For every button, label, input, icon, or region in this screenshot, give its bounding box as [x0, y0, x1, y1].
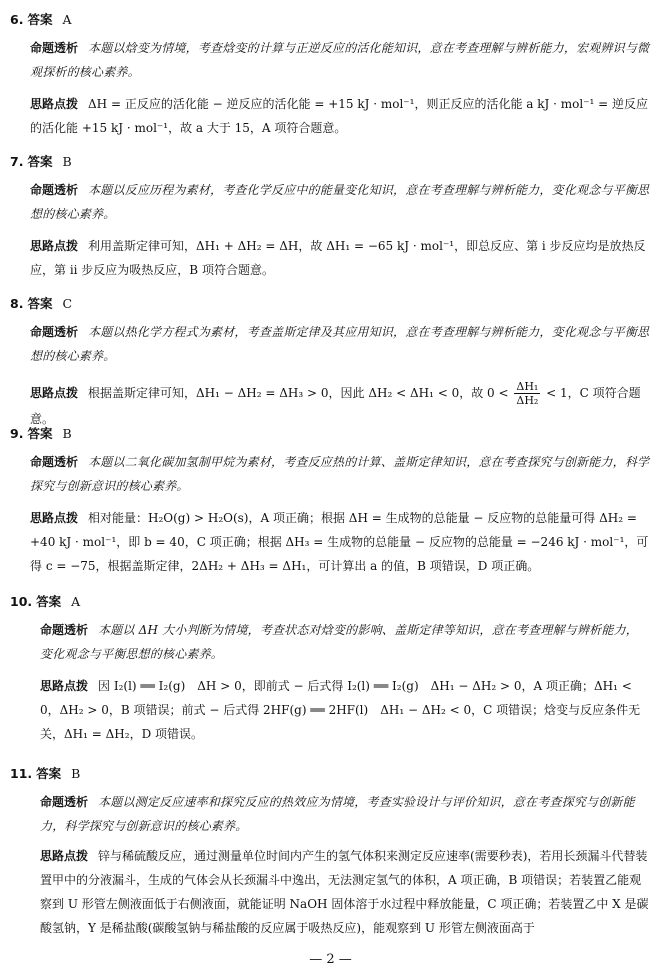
- question-number: 9.: [10, 426, 24, 441]
- answer-letter: B: [62, 154, 72, 169]
- analysis-label: 命题透析: [40, 623, 89, 637]
- answer-label: 答案: [27, 154, 53, 169]
- delta-h-ratio-fraction: [514, 380, 540, 407]
- question-8-hint: [30, 380, 650, 431]
- hint-text: 相对能量：H₂O(g) > H₂O(s)，A 项正确；根据 ΔH = 生成物的总能量 − 反应物的总能量可得 ΔH₂ = +40 kJ · mol⁻¹，即 b = 40，C 项正确；根据 ΔH₃ = 生成物的总能量 − 反应物的总能量 = −246 kJ · mol⁻¹，可得 c = −75，根据盖斯定律，2ΔH₂ + ΔH₃ = ΔH₁，可计算出 a 的值，B 项错误，D 项正确。: [30, 511, 649, 573]
- question-9-header: [10, 424, 72, 442]
- question-number: 8.: [10, 296, 24, 311]
- answer-label: 答案: [27, 296, 53, 311]
- answer-label: 答案: [36, 766, 62, 781]
- question-10-hint: [40, 674, 650, 746]
- question-6-header: [10, 10, 72, 28]
- hint-text-a: 根据盖斯定律可知，ΔH₁ − ΔH₂ = ΔH₃ > 0，因此 ΔH₂ < ΔH₁ < 0，故 0 <: [88, 386, 509, 400]
- question-7-header: [10, 152, 72, 170]
- analysis-text: 本题以二氧化碳加氢制甲烷为素材，考查反应热的计算、盖斯定律知识，意在考查探究与创新能力，科学探究与创新意识的核心素养。: [30, 455, 650, 493]
- analysis-text: 本题以焓变为情境，考查焓变的计算与正逆反应的活化能知识，意在考查理解与辨析能力，宏观辨识与微观探析的核心素养。: [30, 41, 650, 79]
- question-number: 10.: [10, 594, 33, 609]
- hint-text: 因 I₂(l) ══ I₂(g) ΔH > 0，即前式 − 后式得 I₂(l) ══ I₂(g) ΔH₁ − ΔH₂ > 0，A 项正确；ΔH₁ < 0，ΔH₂ > 0，B 项错误；前式 − 后式得 2HF(g) ══ 2HF(l) ΔH₁ − ΔH₂ < 0，C 项错误；焓变与反应条件无关，ΔH₁ = ΔH₂，D 项错误。: [40, 679, 641, 741]
- answer-letter: C: [62, 296, 73, 311]
- hint-label: 思路点拨: [30, 239, 79, 253]
- analysis-label: 命题透析: [40, 795, 89, 809]
- analysis-text: 本题以反应历程为素材，考查化学反应中的能量变化知识，意在考查理解与辨析能力，变化观念与平衡思想的核心素养。: [30, 183, 650, 221]
- question-number: 6.: [10, 12, 24, 27]
- analysis-label: 命题透析: [30, 183, 79, 197]
- answer-label: 答案: [36, 594, 62, 609]
- answer-letter: A: [62, 12, 72, 27]
- question-10-header: [10, 592, 80, 610]
- question-number: 7.: [10, 154, 24, 169]
- hint-text-b: < 1，C 项符合题意。: [30, 386, 641, 426]
- answer-label: 答案: [27, 426, 53, 441]
- fraction-numerator: ΔH₁: [516, 380, 539, 393]
- hint-label: 思路点拨: [30, 386, 79, 400]
- answer-letter: B: [71, 766, 81, 781]
- analysis-label: 命题透析: [30, 325, 79, 339]
- question-number: 11.: [10, 766, 33, 781]
- question-10-analysis: [40, 618, 650, 666]
- question-11-hint: [40, 844, 650, 940]
- hint-label: 思路点拨: [30, 511, 79, 525]
- analysis-text: 本题以测定反应速率和探究反应的热效应为情境，考查实验设计与评价知识，意在考查探究与创新能力，科学探究与创新意识的核心素养。: [40, 795, 635, 833]
- hint-text: 锌与稀硫酸反应，通过测量单位时间内产生的氢气体积来测定反应速率(需要秒表)，若用长颈漏斗代替装置甲中的分液漏斗，生成的气体会从长颈漏斗中逸出，无法测定氢气的体积，A 项正确，B 项错误；若装置乙能观察到 U 形管左侧液面低于右侧液面，就能证明 NaOH 固体溶于水过程中释放能量，C 项正确；若装置乙中 X 是碳酸氢钠，Y 是稀盐酸(碳酸氢钠与稀盐酸的反应属于吸热反应)，能观察到 U 形管左侧液面高于: [40, 849, 649, 935]
- answer-letter: B: [62, 426, 72, 441]
- question-7-analysis: [30, 178, 650, 226]
- question-8-analysis: [30, 320, 650, 368]
- question-9-analysis: [30, 450, 650, 498]
- hint-text: 利用盖斯定律可知，ΔH₁ + ΔH₂ = ΔH，故 ΔH₁ = −65 kJ · mol⁻¹，即总反应、第 i 步反应均是放热反应，第 ii 步反应为吸热反应，B 项符合题意。: [30, 239, 646, 277]
- question-6-hint: [30, 92, 650, 140]
- analysis-text: 本题以 ΔH 大小判断为情境，考查状态对焓变的影响、盖斯定律等知识，意在考查理解与辨析能力，变化观念与平衡思想的核心素养。: [40, 623, 638, 661]
- analysis-label: 命题透析: [30, 41, 79, 55]
- hint-label: 思路点拨: [30, 97, 79, 111]
- answer-letter: A: [71, 594, 81, 609]
- fraction-denominator: ΔH₂: [516, 394, 539, 407]
- analysis-text: 本题以热化学方程式为素材，考查盖斯定律及其应用知识，意在考查理解与辨析能力，变化观念与平衡思想的核心素养。: [30, 325, 650, 363]
- question-8-header: [10, 294, 72, 312]
- hint-text: ΔH = 正反应的活化能 − 逆反应的活化能 = +15 kJ · mol⁻¹，则正反应的活化能 a kJ · mol⁻¹ = 逆反应的活化能 +15 kJ · mol⁻¹，故 a 大于 15，A 项符合题意。: [30, 97, 649, 135]
- hint-label: 思路点拨: [40, 849, 89, 863]
- question-9-hint: [30, 506, 650, 578]
- answer-label: 答案: [27, 12, 53, 27]
- page-number: — 2 —: [309, 952, 352, 967]
- question-6-analysis: [30, 36, 650, 84]
- analysis-label: 命题透析: [30, 455, 79, 469]
- question-7-hint: [30, 234, 650, 282]
- question-11-analysis: [40, 790, 650, 838]
- question-11-header: [10, 764, 80, 782]
- hint-label: 思路点拨: [40, 679, 89, 693]
